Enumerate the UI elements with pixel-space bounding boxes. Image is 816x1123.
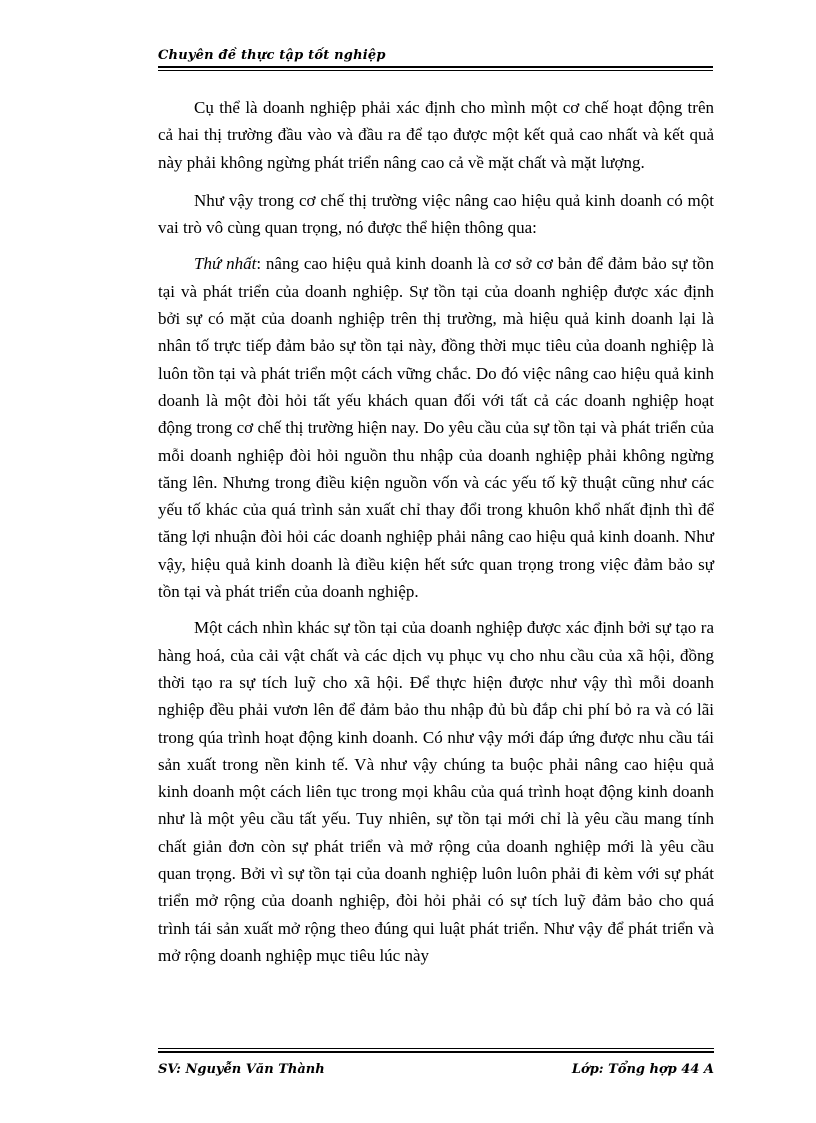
paragraph-4: Một cách nhìn khác sự tồn tại của doanh nghiệp được xác định bởi sự tạo ra hàng hoá, của cải vật chất và các dịch vụ phục vụ cho nhu cầu của xã hội, đồng thời tạo ra sự tích luỹ cho xã hội. Để thực hiện được như vậy thì mỗi doanh nghiệp đều phải vươn lên để đảm bảo thu nhập đủ bù đắp chi phí bỏ ra và có lãi trong qúa trình hoạt động kinh doanh. Có như vậy mới đáp ứng được nhu cầu tái sản xuất trong nền kinh tế. Và như vậy chúng ta buộc phải nâng cao hiệu quả kinh doanh một cách liên tục trong mọi khâu của quá trình hoạt động kinh doanh như là một yêu cầu tất yếu. Tuy nhiên, sự tồn tại mới chỉ là yêu cầu mang tính chất giản đơn còn sự phát triển và mở rộng của doanh nghiệp mới là yêu cầu quan trọng. Bởi vì sự tồn tại của doanh nghiệp luôn luôn phải đi kèm với sự phát triển mở rộng của doanh nghiệp, đòi hỏi phải có sự tích luỹ đảm bảo cho quá trình tái sản xuất mở rộng theo đúng qui luật phát triển. Như vậy để phát triển và mở rộng doanh nghiệp mục tiêu lúc này [158,618,714,965]
header-rule-thin [158,70,713,71]
header-rule [158,66,713,68]
page-footer [158,1048,714,1088]
footer-rule-thick [158,1051,714,1053]
paragraph-3 [158,250,714,605]
paragraph-3-lead: Thứ nhất [194,254,257,274]
header-title: Chuyên đề thực tập tốt nghiệp [158,48,386,63]
paragraph-3-text: : nâng cao hiệu quả kinh doanh là cơ sở cơ bản để đảm bảo sự tồn tại và phát triển của doanh nghiệp. Sự tồn tại của doanh nghiệp được xác định bởi sự có mặt của doanh nghiệp trên thị trường, mà hiệu quả kinh doanh lại là nhân tố trực tiếp đảm bảo sự tồn tại này, đồng thời mục tiêu của doanh nghiệp là luôn tồn tại và phát triển một cách vững chắc. Do đó việc nâng cao hiệu quả kinh doanh là một đòi hỏi tất yếu khách quan đối với tất cả các doanh nghiệp hoạt động trong cơ chế thị trường hiện nay. Do yêu cầu của sự tồn tại và phát triển của mỗi doanh nghiệp đòi hỏi nguồn thu nhập của doanh nghiệp phải không ngừng tăng lên. Nhưng trong điều kiện nguồn vốn và các yếu tố kỹ thuật cũng như các yếu tố khác của quá trình sản xuất chỉ thay đổi trong khuôn khổ nhất định thì để tăng lợi nhuận đòi hỏi các doanh nghiệp phải nâng cao hiệu quả kinh doanh. Như vậy, hiệu quả kinh doanh là điều kiện hết sức quan trọng trong việc đảm bảo sự tồn tại và phát triển của doanh nghiệp. [158,254,715,602]
footer-student-name: SV: Nguyễn Văn Thành [158,1062,325,1077]
page-header [158,44,713,68]
paragraph-2: Như vậy trong cơ chế thị trường việc nâng cao hiệu quả kinh doanh có một vai trò vô cùng quan trọng, nó được thể hiện thông qua: [158,190,714,238]
document-body [158,94,714,977]
footer-rule [158,1048,714,1049]
footer-class-name: Lớp: Tổng hợp 44 A [571,1062,714,1077]
paragraph-1: Cụ thể là doanh nghiệp phải xác định cho mình một cơ chế hoạt động trên cả hai thị trường đầu vào và đầu ra để tạo được một kết quả cao nhất và kết quả này phải không ngừng phát triển nâng cao cả về mặt chất và mặt lượng. [158,98,714,172]
